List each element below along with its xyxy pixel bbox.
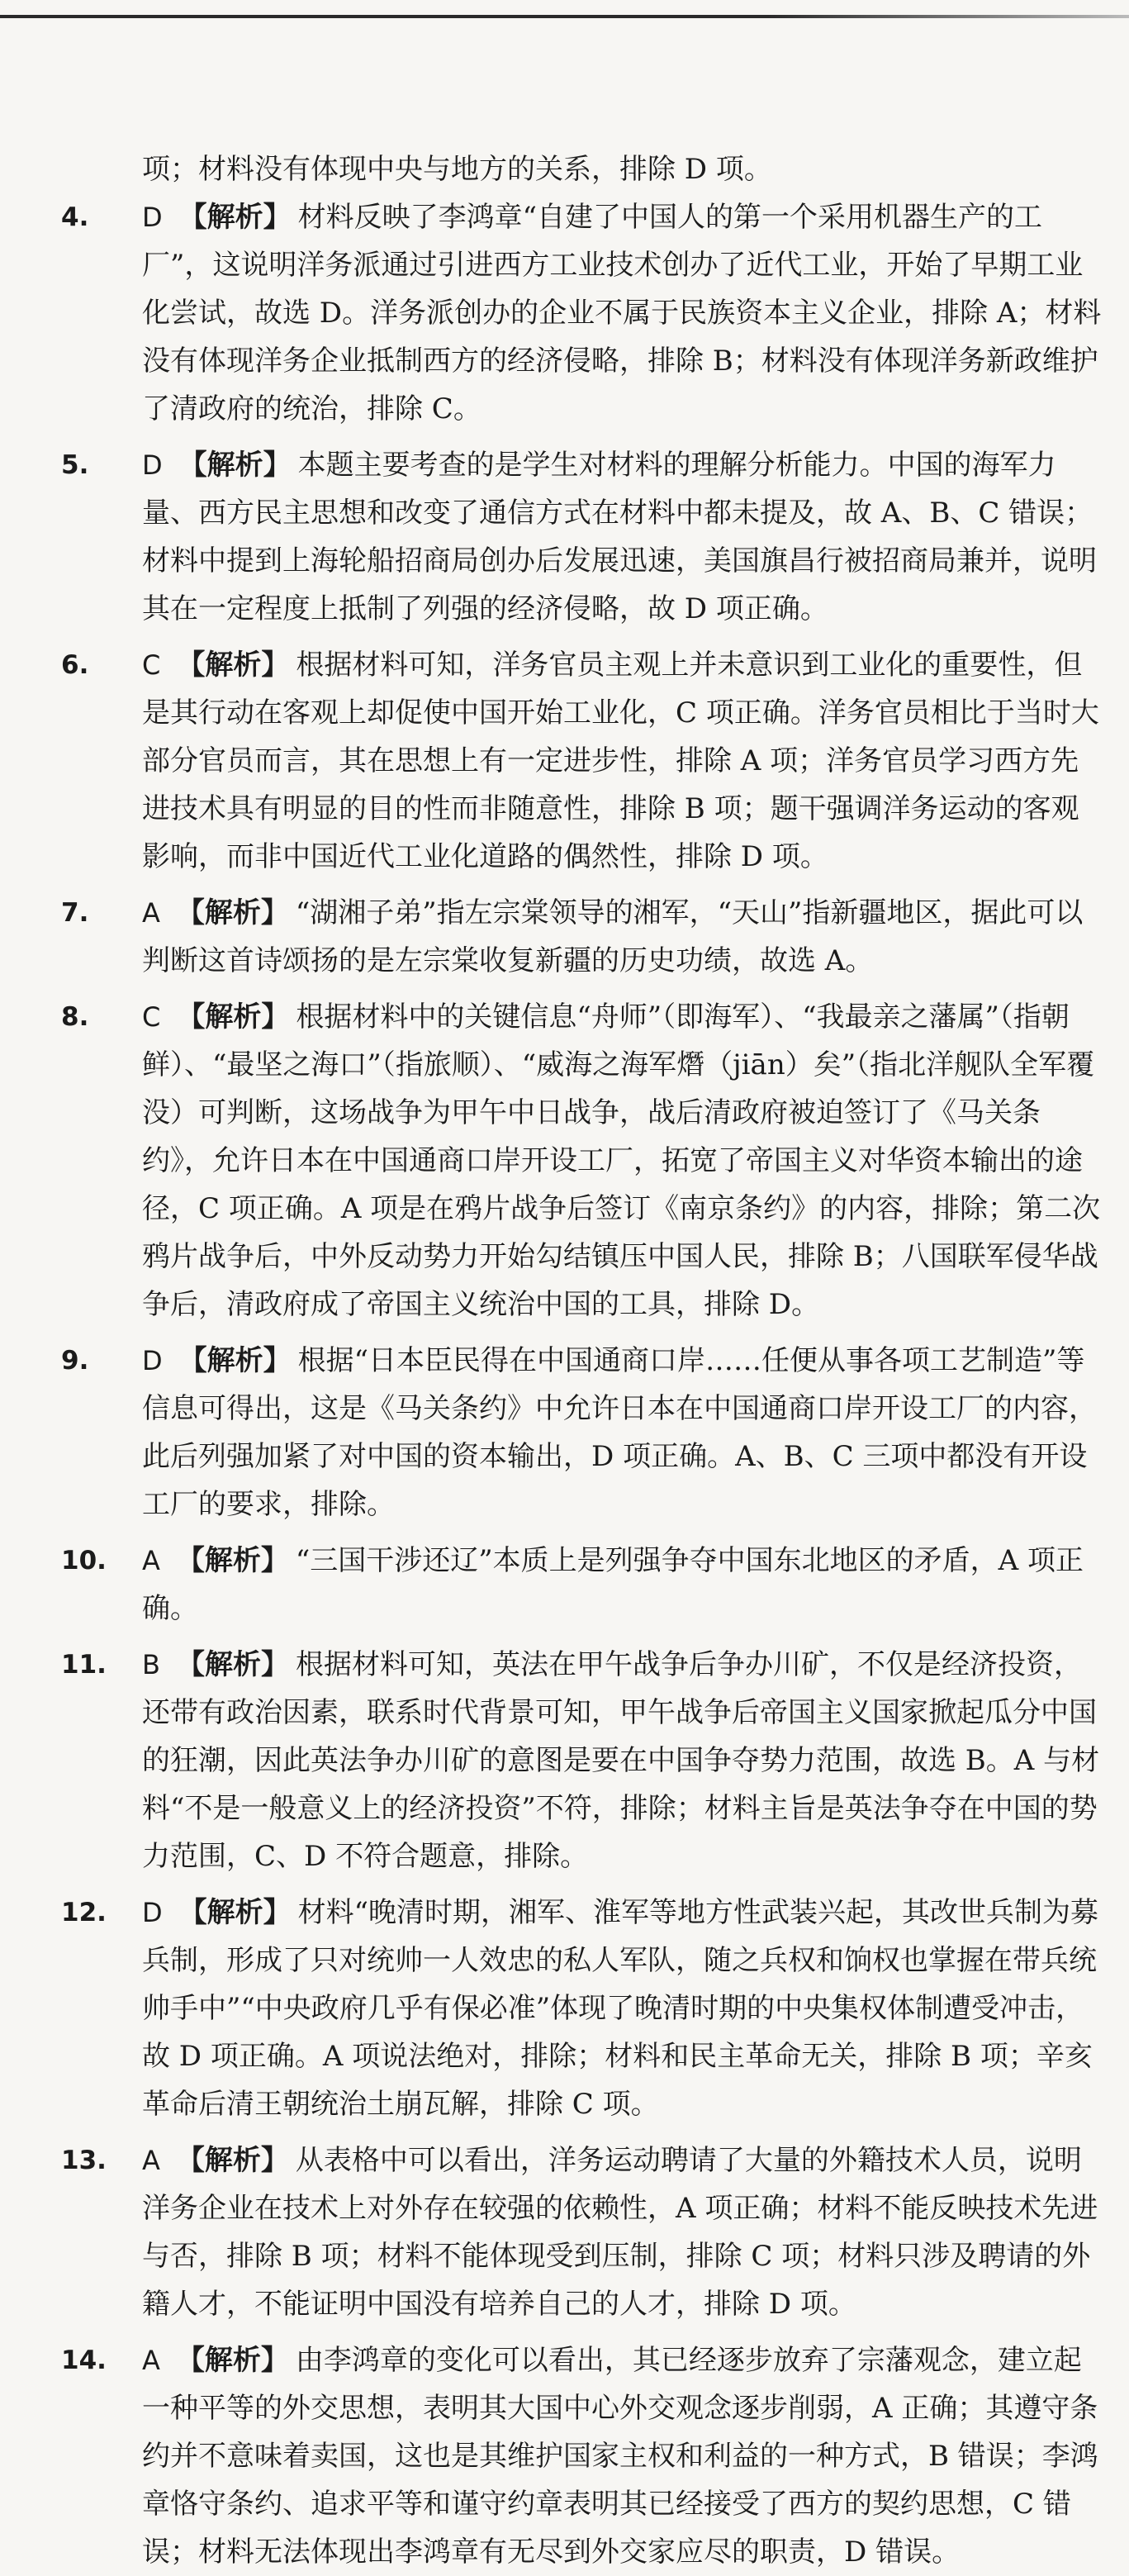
analysis-tag: 【解析】 — [176, 1544, 289, 1577]
question-number: 8. — [61, 1002, 89, 1032]
analysis-tag: 【解析】 — [178, 201, 292, 234]
analysis-tag: 【解析】 — [177, 649, 290, 682]
answer-letter: C — [142, 649, 161, 681]
top-rule — [0, 15, 1129, 18]
answer-letter: C — [142, 1001, 161, 1033]
answer-letter: D — [142, 1897, 163, 1928]
question-number: 6. — [61, 650, 89, 680]
answer-item — [61, 889, 1102, 985]
answer-item — [61, 1337, 1102, 1528]
answer-letter: D — [142, 202, 163, 233]
answer-item — [61, 2336, 1102, 2576]
question-number: 14. — [61, 2345, 107, 2375]
analysis-text: 根据“日本臣民得在中国通商口岸……任便从事各项工艺制造”等信息可得出，这是《马关条约》中允许日本在中国通商口岸开设工厂的内容，此后列强加紧了对中国的资本输出，D 项正确。A、B、C 三项中都没有开设工厂的要求，排除。 — [142, 1344, 1097, 1521]
answer-item — [61, 1537, 1102, 1633]
analysis-tag: 【解析】 — [176, 1648, 289, 1681]
analysis-tag: 【解析】 — [178, 1896, 292, 1929]
answer-letter: D — [142, 1345, 163, 1376]
analysis-tag: 【解析】 — [176, 896, 289, 929]
question-number: 12. — [61, 1898, 107, 1927]
answer-letter: A — [142, 2145, 160, 2176]
answer-item — [61, 1641, 1102, 1880]
analysis-tag: 【解析】 — [176, 2144, 289, 2177]
answer-explanations — [61, 145, 1102, 2576]
analysis-text: 根据材料可知，洋务官员主观上并未意识到工业化的重要性，但是其行动在客观上却促使中国开始工业化，C 项正确。洋务官员相比于当时大部分官员而言，其在思想上有一定进步性，排除 A 项；洋务官员学习西方先进技术具有明显的目的性而非随意性，排除 B 项；题干强调洋务运动的客观影响，而非中国近代工业化道路的偶然性，排除 D 项。 — [142, 649, 1099, 873]
question-number: 9. — [61, 1346, 89, 1376]
analysis-text: 从表格中可以看出，洋务运动聘请了大量的外籍技术人员，说明洋务企业在技术上对外存在较强的依赖性，A 项正确；材料不能反映技术先进与否，排除 B 项；材料不能体现受到压制，排除 C 项；材料只涉及聘请的外籍人才，不能证明中国没有培养自己的人才，排除 D 项。 — [142, 2144, 1098, 2321]
analysis-tag: 【解析】 — [176, 2344, 289, 2377]
question-number: 4. — [61, 202, 89, 232]
answer-item — [61, 2136, 1102, 2328]
answer-letter: D — [142, 449, 163, 481]
continued-text: 项；材料没有体现中央与地方的关系，排除 D 项。 — [142, 153, 772, 186]
analysis-text: 材料“晚清时期，湘军、淮军等地方性武装兴起，其改世兵制为募兵制，形成了只对统帅一人效忠的私人军队，随之兵权和饷权也掌握在带兵统帅手中”“中央政府几乎有保必准”体现了晚清时期的中央集权体制遭受冲击，故 D 项正确。A 项说法绝对，排除；材料和民主革命无关，排除 B 项；辛亥革命后清王朝统治土崩瓦解，排除 C 项。 — [142, 1896, 1099, 2121]
answer-item — [61, 441, 1102, 633]
question-number: 10. — [61, 1546, 107, 1576]
answer-item — [61, 1889, 1102, 2128]
analysis-tag: 【解析】 — [178, 449, 292, 482]
answer-item — [61, 993, 1102, 1328]
analysis-tag: 【解析】 — [178, 1344, 292, 1377]
analysis-text: 由李鸿章的变化可以看出，其已经逐步放弃了宗藩观念，建立起一种平等的外交思想，表明其大国中心外交观念逐步削弱，A 正确；其遵守条约并不意味着卖国，这也是其维护国家主权和利益的一种方式，B 错误；李鸿章恪守条约、追求平等和谨守约章表明其已经接受了西方的契约思想，C 错误；材料无法体现出李鸿章有无尽到外交家应尽的职责，D 错误。 — [142, 2344, 1098, 2569]
analysis-text: 根据材料中的关键信息“舟师”（即海军）、“我最亲之藩属”（指朝鲜）、“最坚之海口”（指旅顺）、“威海之海军熸（jiān）矣”（指北洋舰队全军覆没）可判断，这场战争为甲午中日战争，战后清政府被迫签订了《马关条约》，允许日本在中国通商口岸开设工厂，拓宽了帝国主义对华资本输出的途径，C 项正确。A 项是在鸦片战争后签订《南京条约》的内容，排除；第二次鸦片战争后，中外反动势力开始勾结镇压中国人民，排除 B；八国联军侵华战争后，清政府成了帝国主义统治中国的工具，排除 D。 — [142, 1000, 1101, 1321]
answer-letter: A — [142, 1545, 160, 1576]
question-number: 7. — [61, 898, 89, 928]
analysis-text: 材料反映了李鸿章“自建了中国人的第一个采用机器生产的工厂”，这说明洋务派通过引进西方工业技术创办了近代工业，开始了早期工业化尝试，故选 D。洋务派创办的企业不属于民族资本主义企业，排除 A；材料没有体现洋务企业抵制西方的经济侵略，排除 B；材料没有体现洋务新政维护了清政府的统治，排除 C。 — [142, 201, 1102, 425]
answer-item — [61, 641, 1102, 881]
question-number: 13. — [61, 2146, 107, 2175]
question-number: 11. — [61, 1650, 107, 1680]
answer-item — [61, 193, 1102, 433]
question-number: 5. — [61, 450, 89, 480]
analysis-tag: 【解析】 — [177, 1000, 290, 1034]
answer-letter: A — [142, 2345, 160, 2376]
answer-letter: B — [142, 1649, 160, 1680]
analysis-text: 本题主要考查的是学生对材料的理解分析能力。中国的海军力量、西方民主思想和改变了通信方式在材料中都未提及，故 A、B、C 错误；材料中提到上海轮船招商局创办后发展迅速，美国旗昌行被招商局兼并，说明其在一定程度上抵制了列强的经济侵略，故 D 项正确。 — [142, 449, 1097, 625]
analysis-text: “三国干涉还辽”本质上是列强争夺中国东北地区的矛盾，A 项正确。 — [142, 1544, 1084, 1625]
answer-letter: A — [142, 897, 160, 929]
analysis-text: 根据材料可知，英法在甲午战争后争办川矿，不仅是经济投资，还带有政治因素，联系时代背景可知，甲午战争后帝国主义国家掀起瓜分中国的狂潮，因此英法争办川矿的意图是要在中国争夺势力范围，故选 B。A 与材料“不是一般意义上的经济投资”不符，排除；材料主旨是英法争夺在中国的势力范围，C、D 不符合题意，排除。 — [142, 1648, 1100, 1873]
analysis-text: “湖湘子弟”指左宗棠领导的湘军，“天山”指新疆地区，据此可以判断这首诗颂扬的是左宗棠收复新疆的历史功绩，故选 A。 — [142, 896, 1084, 977]
